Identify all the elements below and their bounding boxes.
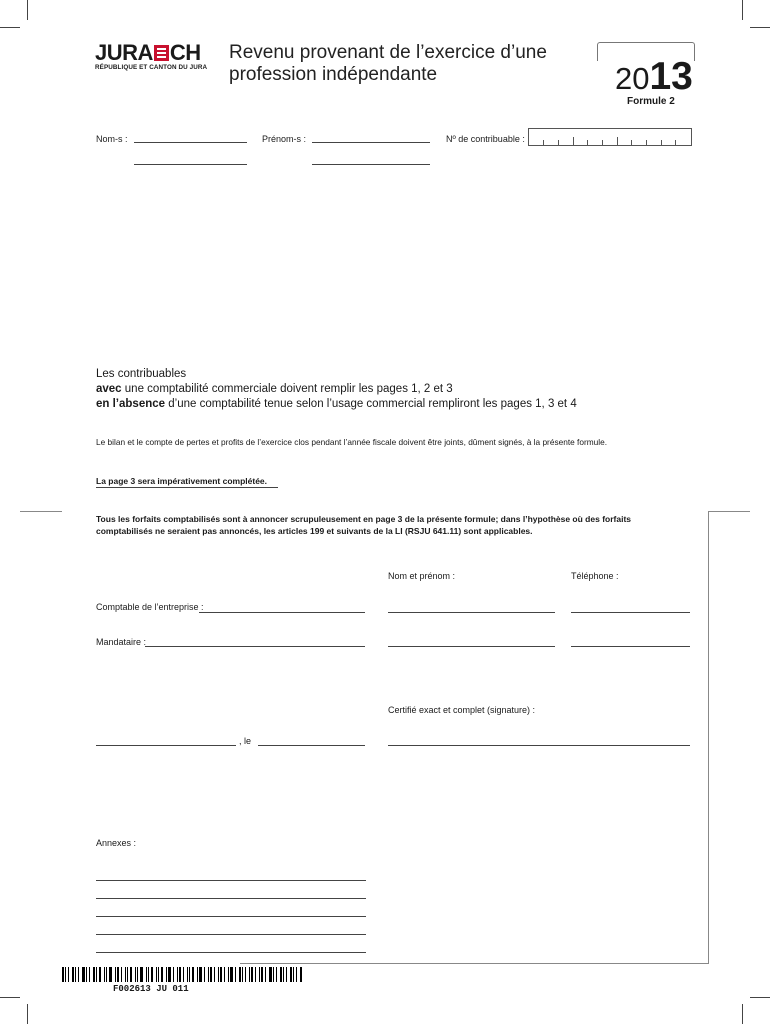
forfaits-line2: comptabilisés ne seraient pas annoncés, les articles 199 et suivants de la LI (RSJU 641.11) sont applicables. [96,526,533,536]
barcode-bar [183,967,184,982]
barcode-bar [204,967,205,982]
annexe-line[interactable] [96,898,366,899]
barcode-bar [177,967,178,982]
barcode-bar [75,967,76,982]
nom-prenom-header: Nom et prénom : [388,571,456,581]
barcode-bar [224,967,225,982]
nom-field-1[interactable] [134,142,247,143]
barcode-bar [161,967,163,982]
barcode-bar [148,967,149,982]
barcode-bar [146,967,147,982]
barcode-bar [104,967,105,982]
frame-line [20,511,62,512]
barcode-bar [208,967,209,982]
barcode-bar [192,967,194,982]
forfaits-line1: Tous les forfaits comptabilisés sont à annoncer scrupuleusement en page 3 de la présente formule; dans l’hypothèse où des forfaits [96,514,631,524]
barcode-bar [93,967,95,982]
page3-note: La page 3 sera impérativement complétée. [96,476,268,486]
crop-mark [750,27,770,28]
intro-line2-bold: avec [96,383,122,395]
frame-line [708,511,750,512]
intro-line3 [96,398,577,410]
barcode-bar [296,967,297,982]
barcode-bar [127,967,128,982]
barcode-bar [261,967,263,982]
barcode-bar [130,967,132,982]
barcode-bar [109,967,112,982]
intro-line1: Les contribuables [96,368,187,380]
crop-mark [0,997,20,998]
annexe-line[interactable] [96,934,366,935]
year-prefix: 20 [615,61,650,96]
frame-line [708,511,709,964]
barcode-bar [239,967,241,982]
nom-field-2[interactable] [134,164,247,165]
barcode-bar [293,967,294,982]
barcode-bar [249,967,250,982]
barcode-bar [117,967,119,982]
intro-line2-text: une comptabilité commerciale doivent remplir les pages 1, 2 et 3 [121,383,453,395]
barcode-bar [173,967,174,982]
jura-flag-icon [154,45,169,61]
barcode-bar [255,967,256,982]
barcode-bar [72,967,74,982]
barcode-bar [265,967,266,982]
barcode-bar [62,967,64,982]
form-number: Formule 2 [627,96,675,107]
crop-mark [742,0,743,20]
annexes-label: Annexes : [96,838,137,848]
crop-mark [750,997,770,998]
barcode-bar [189,967,190,982]
barcode-bar [82,967,85,982]
barcode-bar [286,967,287,982]
barcode-bar [273,967,274,982]
barcode-bar [68,967,69,982]
jura-logo [95,42,207,71]
barcode-bar [125,967,126,982]
barcode-bar [156,967,157,982]
barcode-bar [96,967,97,982]
barcode-bar [137,967,138,982]
barcode-bar [168,967,171,982]
barcode-bar [99,967,101,982]
barcode-bar [276,967,277,982]
barcode-bar [121,967,122,982]
annexe-line[interactable] [96,952,366,953]
barcode-bar [235,967,236,982]
barcode-bar [199,967,202,982]
barcode-bar [214,967,215,982]
lieu-field[interactable] [96,745,236,746]
logo-text-jura: JURA [95,40,153,65]
crop-mark [27,1004,28,1024]
barcode-bar [78,967,79,982]
form-title-line2: profession indépendante [229,64,438,85]
intro-line2 [96,383,453,395]
bilan-note: Le bilan et le compte de pertes et profits de l’exercice clos pendant l’année fiscale doivent être joints, dûment signés, à la présente formule. [96,437,608,447]
barcode-bar [242,967,243,982]
barcode-bar [158,967,159,982]
barcode-bar [135,967,136,982]
mandataire-label: Mandataire : [96,637,147,647]
le-label: , le [239,736,252,746]
barcode-bar [65,967,66,982]
form-title [229,42,547,86]
barcode-bar [230,967,233,982]
barcode-bar [140,967,143,982]
barcode-bar [269,967,272,982]
comptable-telephone-field[interactable] [571,612,690,613]
prenom-label: Prénom-s : [262,134,307,144]
barcode-bar [179,967,181,982]
barcode-bar [259,967,260,982]
year-suffix: 13 [649,55,693,98]
barcode-bar [187,967,188,982]
barcode-bar [115,967,116,982]
barcode-bar [228,967,229,982]
prenom-field-2[interactable] [312,164,430,165]
date-field[interactable] [258,745,365,746]
mandataire-nom-field[interactable] [388,646,555,647]
comptable-label: Comptable de l’entreprise : [96,602,204,612]
mandataire-field[interactable] [145,646,365,647]
frame-line [240,963,708,964]
page3-underline [96,487,278,488]
barcode-bar [89,967,90,982]
barcode [62,967,303,982]
annexe-line[interactable] [96,916,366,917]
barcode-bar [280,967,282,982]
barcode-bar [86,967,87,982]
annexe-line[interactable] [96,880,366,881]
intro-line3-bold: en l’absence [96,398,166,410]
mandataire-telephone-field[interactable] [571,646,690,647]
crop-mark [742,1004,743,1024]
barcode-bar [210,967,212,982]
certifie-label: Certifié exact et complet (signature) : [388,705,536,715]
crop-mark [0,27,20,28]
logo-text-ch: CH [169,40,201,65]
form-year [615,57,693,96]
nom-label: Nom-s : [96,134,128,144]
barcode-bar [220,967,222,982]
barcode-bar [283,967,284,982]
logo-subtitle: RÉPUBLIQUE ET CANTON DU JURA [95,64,208,71]
barcode-bar [151,967,153,982]
barcode-bar [300,967,302,982]
prenom-field-1[interactable] [312,142,430,143]
comptable-field[interactable] [199,612,365,613]
intro-line3-text: d’une comptabilité tenue selon l’usage commercial rempliront les pages 1, 3 et 4 [165,398,577,410]
telephone-header: Téléphone : [571,571,619,581]
contribuable-label: Nº de contribuable : [446,134,525,144]
crop-mark [27,0,28,20]
comptable-nom-field[interactable] [388,612,555,613]
form-title-line1: Revenu provenant de l’exercice d’une [229,42,547,63]
barcode-bar [218,967,219,982]
barcode-bar [245,967,246,982]
barcode-bar [290,967,292,982]
barcode-text: F002613 JU 011 [113,984,189,994]
barcode-bar [166,967,167,982]
year-frame [597,42,695,61]
barcode-bar [106,967,107,982]
barcode-bar [197,967,198,982]
signature-field[interactable] [388,745,690,746]
contribuable-input[interactable] [528,128,692,146]
barcode-bar [251,967,253,982]
